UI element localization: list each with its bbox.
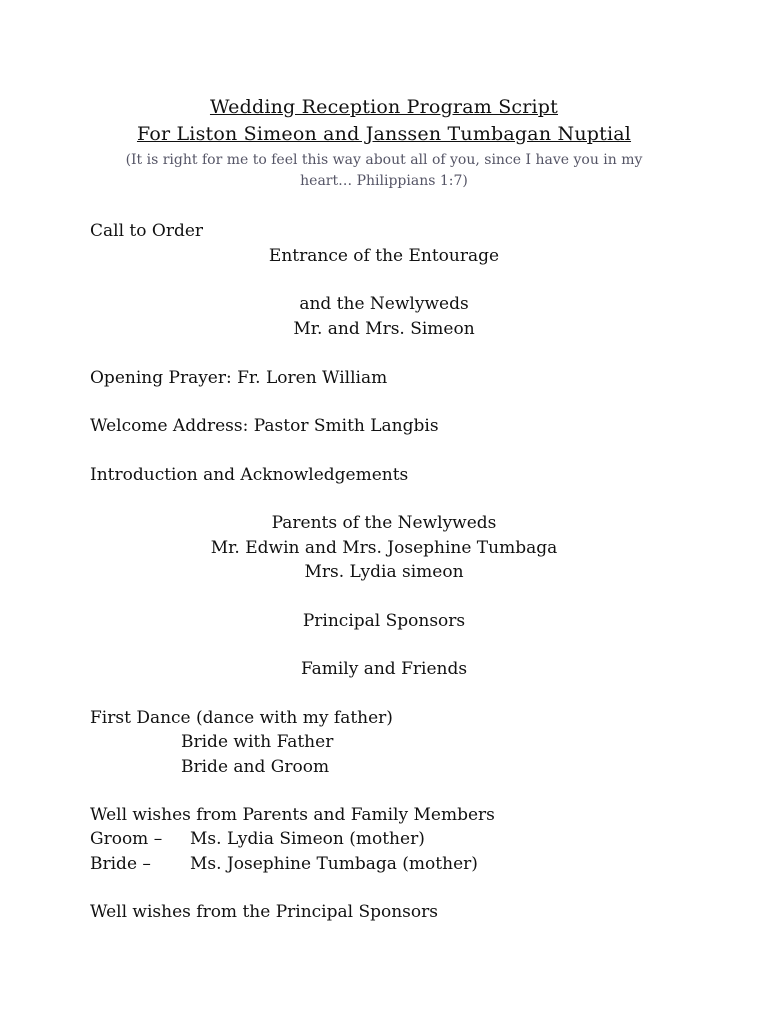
program-item-well-wishes-sponsors: Well wishes from the Principal Sponsors: [90, 902, 438, 922]
program-item-entrance: Entrance of the Entourage: [268, 246, 500, 266]
dance-item-1: Bride with Father: [181, 732, 334, 752]
verse-line-2: heart… Philippians 1:7): [300, 173, 468, 189]
program-item-call-to-order: Call to Order: [90, 221, 204, 241]
groom-value: Ms. Lydia Simeon (mother): [190, 829, 425, 849]
program-item-sponsors: Principal Sponsors: [302, 611, 466, 631]
program-item-family: Family and Friends: [300, 659, 468, 679]
program-item-newlyweds: and the Newlyweds: [299, 294, 469, 314]
bride-label: Bride –: [90, 854, 151, 874]
verse-line-1: (It is right for me to feel this way about all of you, since I have you in my: [125, 152, 643, 168]
parents-name-1: Mr. Edwin and Mrs. Josephine Tumbaga: [210, 538, 558, 558]
document-title: Wedding Reception Program Script: [209, 96, 559, 118]
parents-heading: Parents of the Newlyweds: [271, 513, 497, 533]
program-item-welcome: Welcome Address: Pastor Smith Langbis: [90, 416, 439, 436]
program-item-well-wishes-parents: Well wishes from Parents and Family Members: [90, 805, 495, 825]
program-item-opening-prayer: Opening Prayer: Fr. Loren William: [90, 368, 388, 388]
dance-item-2: Bride and Groom: [181, 757, 330, 777]
document-subtitle: For Liston Simeon and Janssen Tumbagan Nuptial: [136, 123, 632, 145]
groom-label: Groom –: [90, 829, 163, 849]
bride-value: Ms. Josephine Tumbaga (mother): [190, 854, 478, 874]
program-item-first-dance: First Dance (dance with my father): [90, 708, 393, 728]
parents-name-2: Mrs. Lydia simeon: [304, 562, 464, 582]
program-item-introduction: Introduction and Acknowledgements: [90, 465, 409, 485]
program-item-mr-mrs: Mr. and Mrs. Simeon: [293, 319, 475, 339]
